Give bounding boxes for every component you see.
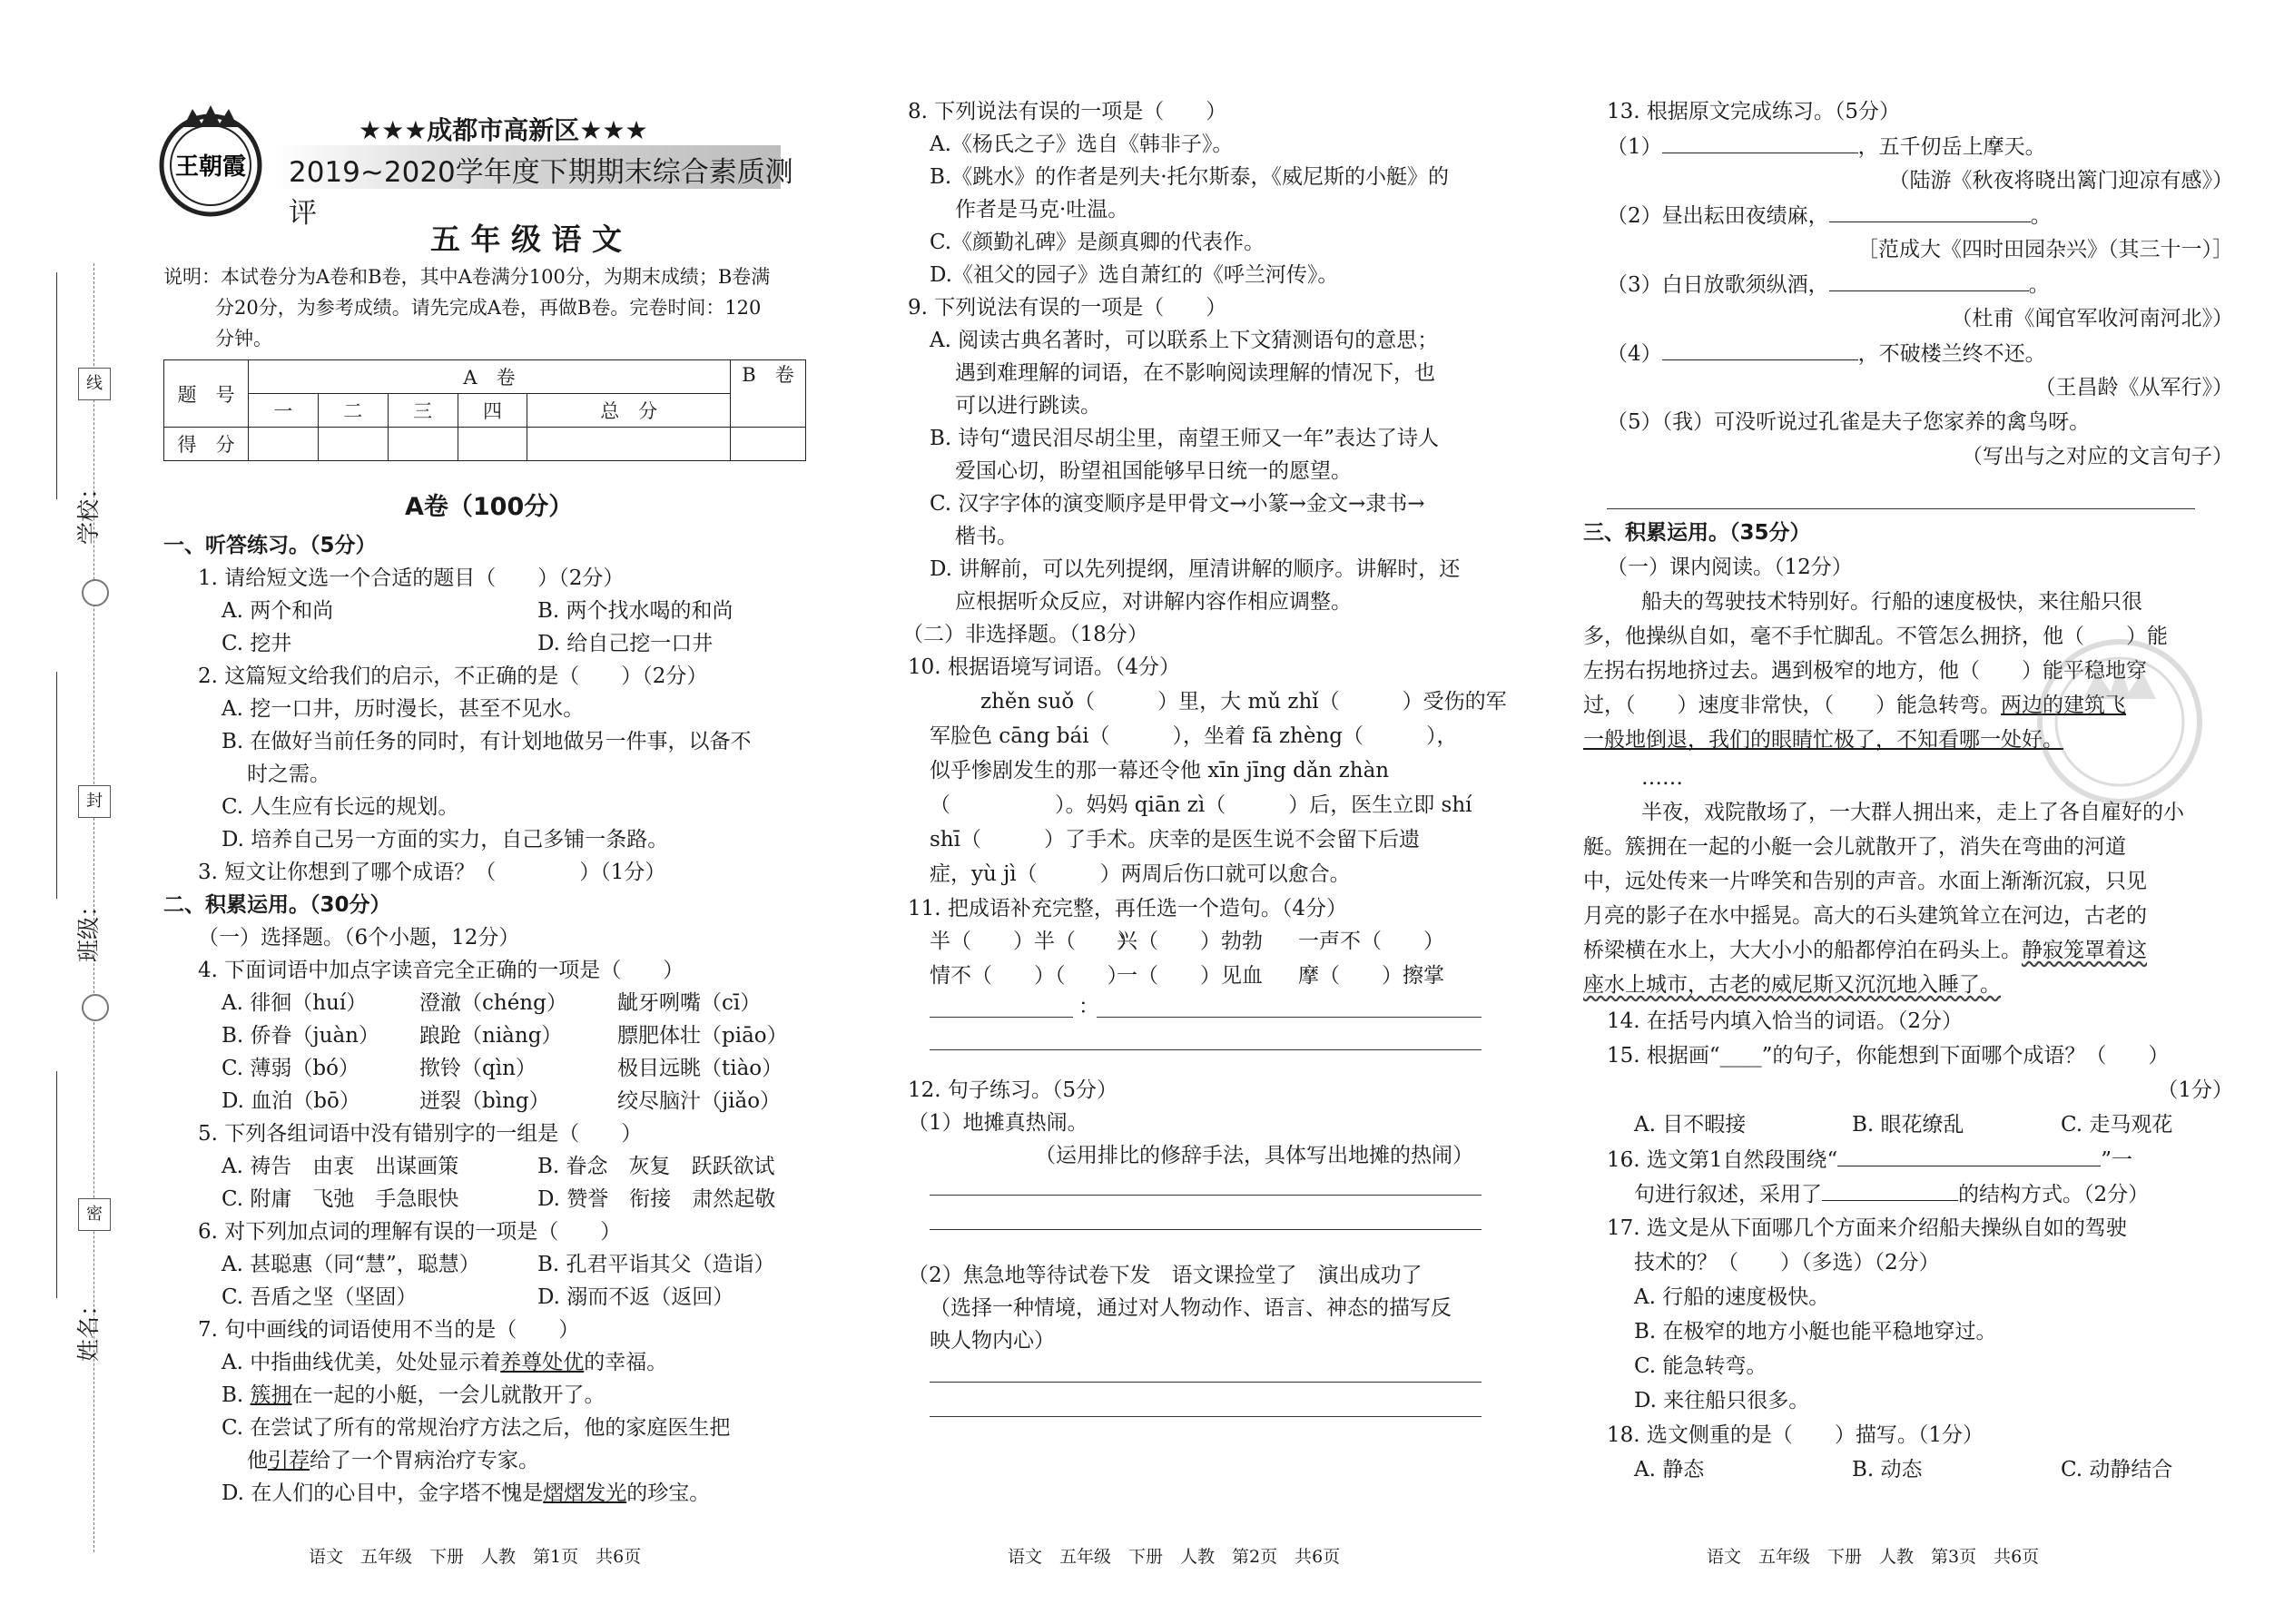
passage-line: 似乎惨剧发生的那一幕还令他 xīn jīng dǎn zhàn [930,759,1390,782]
col-header: 总 分 [527,394,731,428]
question: 6. 对下列加点词的理解有误的一项是（ ） [198,1220,622,1244]
section-heading: 三、积累运用。（35分） [1583,521,1811,545]
colon: ： [1078,995,1099,1019]
question: 18. 选文侧重的是（ ）描写。（1分） [1607,1423,1984,1447]
subsection-heading: （一）课内阅读。（12分） [1607,556,1853,579]
reading-passage: 中，远处传来一片哗笑和告别的声音。水面上渐渐沉寂，只见 [1583,870,2147,893]
answer-line[interactable] [930,1195,1482,1196]
idiom-blank: 情不（ ）（ ） [930,964,1128,988]
option: A. 甚聪惠（同“慧”，聪慧） [222,1253,480,1276]
question: 3. 短文让你想到了哪个成语？（ ）（1分） [198,861,666,884]
intro-line: 说明：本试卷分为A卷和B卷，其中A卷满分100分，为期末成绩；B卷满 [163,266,771,288]
question-text: 16. 选文第1自然段围绕“ [1607,1148,1838,1172]
line-text: （4） [1607,342,1662,366]
district-title: ★★★成都市高新区★★★ [359,115,648,145]
underlined-word: 养尊处优 [500,1351,585,1374]
instruction: （写出与之对应的文言句子） [1962,445,2233,468]
seal-mark-feng: 封 [78,785,111,818]
answer-line[interactable] [930,1229,1482,1230]
score-table [163,359,806,461]
option: 龇牙咧嘴（cī） [617,991,762,1015]
option [222,1349,667,1376]
page-3 [1570,0,2233,1624]
option-text: 给了一个胃病治疗专家。 [310,1449,539,1472]
question: 14. 在括号内填入恰当的词语。（2分） [1607,1009,1964,1033]
option: D. 来往船只很多。 [1634,1389,1810,1412]
publisher-logo [153,102,269,218]
poem-line [1607,133,2046,161]
option: A.《杨氏之子》选自《韩非子》。 [930,133,1234,156]
option: D.《祖父的园子》选自萧红的《呼兰河传》。 [930,263,1339,287]
passage-text: 桥梁横在水上，大大小小的船都停泊在码头上。 [1583,939,2022,962]
option-text: B. [222,1383,244,1407]
answer-blank[interactable] [1837,1146,2101,1166]
option: B. 两个找水喝的和尚 [537,599,733,623]
idiom-blank: 一声不（ ） [1298,930,1444,953]
reading-passage: 艇。簇拥在一起的小艇一会儿就散开了，消失在弯曲的河道 [1583,835,2126,859]
option: B. 诗句“遗民泪尽胡尘里，南望王师又一年”表达了诗人 [930,427,1440,450]
option: C. 附庸 飞弛 手急眼快 [222,1187,459,1211]
option: C. 走马观花 [2061,1113,2173,1137]
option: 绞尽脑汁（jiǎo） [617,1089,782,1113]
section-b-header: B 卷 [731,360,806,428]
answer-line[interactable] [1097,1017,1482,1018]
question-text: 的结构方式。（2分） [1958,1183,2150,1206]
subject-title: 五 年 级 语 文 [430,221,622,257]
poem-source: （杜甫《闻官军收河南河北》） [1951,307,2233,330]
score-cell[interactable] [249,428,319,461]
option: 爱国心切，盼望祖国能够早日统一的愿望。 [955,459,1352,483]
underlined-sentence: 两边的建筑飞 [2001,694,2126,717]
option: 应根据听众反应，对讲解内容作相应调整。 [955,590,1352,614]
option: B. 孔君平诣其父（造诣） [537,1253,775,1276]
option: 膘肥体壮（piāo） [617,1024,788,1048]
option: D. 给自己挖一口井 [537,632,714,655]
section-heading: 二、积累运用。（30分） [163,893,391,917]
page-1 [0,0,817,1624]
option: D. 培养自己另一方面的实力，自己多铺一条路。 [222,828,669,851]
line-text: 。 [2030,204,2052,228]
option: 澄澈（chéng） [419,991,567,1015]
instruction: （运用排比的修辞手法，具体写出地摊的热闹） [1035,1144,1473,1167]
option-text: 的珍宝。 [626,1481,711,1505]
score-cell[interactable] [731,428,806,461]
option-text: 的幸福。 [584,1351,668,1374]
answer-blank[interactable] [1829,271,2029,291]
option: C. 汉字字体的演变顺序是甲骨文→小篆→金文→隶书→ [930,492,1425,516]
question: 1. 请给短文选一个合适的题目（ ）（2分） [198,566,625,590]
subsection-heading: （二）非选择题。（18分） [902,623,1148,646]
passage-line: （ ）。妈妈 qiān zì（ ）后，医生立即 shí [930,793,1472,817]
answer-line[interactable] [930,1416,1482,1417]
sub-question: （5）（我）可没听说过孔雀是夫子您家养的禽鸟呀。 [1607,410,2091,434]
question: 9. 下列说法有误的一项是（ ） [908,296,1227,320]
option: B. 动态 [1852,1458,1923,1481]
answer-blank[interactable] [1829,202,2031,222]
option: B. 在做好当前任务的同时，有计划地做另一件事，以备不 [222,730,752,753]
sub-question: （2）焦急地等待试卷下发 语文课捡堂了 演出成功了 [908,1264,1423,1287]
section-a-title: A卷（100分） [405,493,574,521]
option: A. 两个和尚 [222,599,334,623]
question: 5. 下列各组词语中没有错别字的一组是（ ） [198,1122,643,1146]
intro-line: 分钟。 [215,328,272,349]
reading-passage: 船夫的驾驶技术特别好。行船的速度极快，来往船只很 [1641,590,2142,614]
idiom-blank: 兴（ ）勃勃 [1117,930,1263,953]
intro-line: 分20分，为参考成绩。请先完成A卷，再做B卷。完卷时间：120 [215,297,762,319]
question: 11. 把成语补充完整，再任选一个造句。（4分） [908,897,1348,920]
option: B. 眼花缭乱 [1852,1113,1964,1137]
option: B. 眷念 灰复 跃跃欲试 [537,1155,775,1178]
subsection-heading: （一）选择题。（6个小题，12分） [198,926,520,950]
row-label: 题 号 [164,360,249,428]
instruction: 映人物内心） [930,1329,1055,1353]
answer-blank[interactable] [1822,1180,1958,1201]
option: B. 侨眷（juàn） [222,1024,379,1048]
option: C. 动静结合 [2061,1458,2173,1481]
ellipsis: …… [1641,766,1683,790]
option: A. 徘徊（huí） [222,991,368,1015]
question-text: 句进行叙述，采用了 [1634,1183,1822,1206]
option: B.《跳水》的作者是列夫·托尔斯泰，《威尼斯的小艇》的 [930,165,1450,189]
col-header: 一 [249,394,319,428]
idiom-blank: 半（ ）半（ ） [930,930,1138,953]
exam-title: 2019~2020学年度下期期末综合素质测评 [289,156,793,230]
wavy-underlined-sentence: 座水上城市，古老的威尼斯又沉沉地入睡了。 [1583,973,2001,997]
option: 极目远眺（tiào） [617,1057,783,1080]
line-text: （3）白日放歌须纵酒， [1607,273,1829,297]
option: 迸裂（bìng） [419,1089,550,1113]
underlined-word: 引荐 [268,1449,310,1472]
school-label: 学校： [75,476,102,545]
option: 踉跄（niàng） [419,1024,563,1048]
line-text: （1） [1607,135,1662,159]
answer-line[interactable] [930,1017,1073,1018]
sub-question: （1）地摊真热闹。 [908,1111,1088,1135]
col-header: 三 [388,394,458,428]
answer-line[interactable] [1607,508,2195,509]
passage-text: 过，（ ）速度非常快，（ ）能急转弯。 [1583,694,2001,717]
question: 2. 这篇短文给我们的启示，不正确的是（ ）（2分） [198,664,708,688]
answer-blank[interactable] [1662,133,1858,153]
section-heading: 一、听答练习。（5分） [163,534,377,557]
option: A. 静态 [1634,1458,1705,1481]
option: 可以进行跳读。 [955,394,1101,418]
option: C. 在尝试了所有的常规治疗方法之后，他的家庭医生把 [222,1416,731,1440]
underlined-word: 簇拥 [250,1383,292,1407]
answer-line[interactable] [930,1049,1482,1050]
page-footer: 语文 五年级 下册 人教 第3页 共6页 [1707,1547,2040,1567]
reading-passage: 左拐右拐地挤过去。遇到极窄的地方，他（ ）能平稳地穿 [1583,659,2147,683]
option-text: 他 [247,1449,268,1472]
page-footer: 语文 五年级 下册 人教 第1页 共6页 [309,1547,642,1567]
question: 技术的？（ ）（多选）（2分） [1634,1251,1940,1275]
idiom-blank: 摩（ ）擦掌 [1298,964,1444,988]
option: A. 行船的速度极快。 [1634,1285,1830,1309]
reading-passage: 多，他操纵自如，毫不手忙脚乱。不管怎么拥挤，他（ ）能 [1583,625,2168,648]
question-text: ”一 [2101,1148,2133,1172]
poem-source: （陆游《秋夜将晓出篱门迎凉有感》） [1888,169,2233,192]
question: 4. 下面词语中加点字读音完全正确的一项是（ ） [198,959,684,982]
option: D. 讲解前，可以先列提纲，厘清讲解的顺序。讲解时，还 [930,557,1461,581]
score-cell[interactable] [388,428,458,461]
answer-line[interactable] [930,1382,1482,1383]
option: 时之需。 [247,763,330,786]
option-text: 在一起的小艇，一会儿就散开了。 [291,1383,605,1407]
score-cell[interactable] [527,428,731,461]
question [1634,1180,2149,1208]
option: A. 阅读古典名著时，可以联系上下文猜测语句的意思； [930,329,1439,352]
option: B. 在极窄的地方小艇也能平稳地穿过。 [1634,1320,1997,1343]
name-label: 姓名： [75,1293,102,1362]
option: 作者是马克·吐温。 [955,198,1129,221]
poem-source: ［范成大《四时田园杂兴》（其三十一）］ [1857,238,2233,261]
seal-mark-mi: 密 [78,1198,111,1231]
col-header: 四 [458,394,527,428]
poem-line [1607,202,2052,230]
seal-mark-xian: 线 [78,368,111,400]
line-text: 。 [2028,273,2050,297]
option: 楷书。 [955,525,1018,548]
option: C.《颜勤礼碑》是颜真卿的代表作。 [930,231,1265,254]
page-footer: 语文 五年级 下册 人教 第2页 共6页 [1008,1547,1341,1567]
option: D. 血泊（bō） [222,1089,360,1113]
passage-line: 军脸色 cāng bái（ ），坐着 fā zhèng（ ）， [930,724,1458,748]
option: 揿铃（qìn） [419,1057,537,1080]
score-cell[interactable] [318,428,388,461]
answer-blank[interactable] [1662,340,1858,360]
underlined-word: 熠熠发光 [543,1481,627,1505]
passage-line: 症，yù jì（ ）两周后伤口就可以愈合。 [930,862,1351,886]
question: 12. 句子练习。（5分） [908,1078,1118,1102]
question: 15. 根据画“____”的句子，你能想到下面哪个成语？（ ） [1607,1044,2170,1068]
passage-line: shī（ ）了手术。庆幸的是医生说不会留下后遗 [930,828,1420,851]
option: D. 溺而不返（返回） [537,1285,734,1309]
poem-line [1607,340,2046,368]
logo-text: 王朝霞 [174,153,247,181]
points: （1分） [2157,1078,2233,1102]
option [222,1382,605,1409]
option: A. 目不暇接 [1634,1113,1747,1137]
instruction: （选择一种情境，通过对人物动作、语言、神态的描写反 [930,1296,1452,1320]
idiom-blank: 一（ ）见血 [1117,964,1263,988]
option-text: D. 在人们的心目中，金字塔不愧是 [222,1481,544,1505]
option: 遇到难理解的词语，在不影响阅读理解的情况下，也 [955,361,1435,385]
option: C. 吾盾之坚（坚固） [222,1285,418,1309]
option: C. 人生应有长远的规划。 [222,795,459,819]
question: 10. 根据语境写词语。（4分） [908,655,1181,679]
poem-line [1607,271,2050,299]
section-a-header: A 卷 [249,360,731,394]
passage-line: zhěn suǒ（ ）里，大 mǔ zhǐ（ ）受伤的军 [980,690,1507,714]
option: C. 薄弱（bó） [222,1057,359,1080]
line-text: ，五千仞岳上摩天。 [1857,135,2046,159]
question [1607,1146,2132,1174]
option [222,1480,710,1507]
reading-passage: 月亮的影子在水中摇晃。高大的石头建筑耸立在河边，古老的 [1583,904,2147,928]
question: 17. 选文是从下面哪几个方面来介绍船夫操纵自如的驾驶 [1607,1216,2127,1240]
poem-source: （王昌龄《从军行》） [2034,376,2233,399]
reading-passage [1583,937,2147,964]
option: C. 挖井 [222,632,292,655]
underlined-sentence: 一般地倒退，我们的眼睛忙极了，不知看哪一处好。 [1583,728,2063,752]
reading-passage: 半夜，戏院散场了，一大群人拥出来，走上了各自雇好的小 [1641,801,2184,824]
option [247,1447,539,1474]
col-header: 二 [318,394,388,428]
option: D. 赞誉 衔接 肃然起敬 [537,1187,776,1211]
line-text: （2）昼出耘田夜绩麻， [1607,204,1829,228]
row-label: 得 分 [164,428,249,461]
watermark-seal-icon [2033,635,2206,808]
question: 13. 根据原文完成练习。（5分） [1607,100,1901,123]
option: A. 挖一口井，历时漫长，甚至不见水。 [222,697,585,721]
wavy-underlined-sentence: 静寂笼罩着这 [2022,939,2147,962]
option: C. 能急转弯。 [1634,1354,1767,1378]
question: 8. 下列说法有误的一项是（ ） [908,100,1227,123]
score-cell[interactable] [458,428,527,461]
option: A. 祷告 由衷 出谋画策 [222,1155,459,1178]
question: 7. 句中画线的词语使用不当的是（ ） [198,1318,580,1342]
option-text: A. 中指曲线优美，处处显示着 [222,1351,501,1374]
page-2 [890,0,1525,1624]
class-label: 班级： [75,893,102,962]
line-text: ，不破楼兰终不还。 [1857,342,2046,366]
